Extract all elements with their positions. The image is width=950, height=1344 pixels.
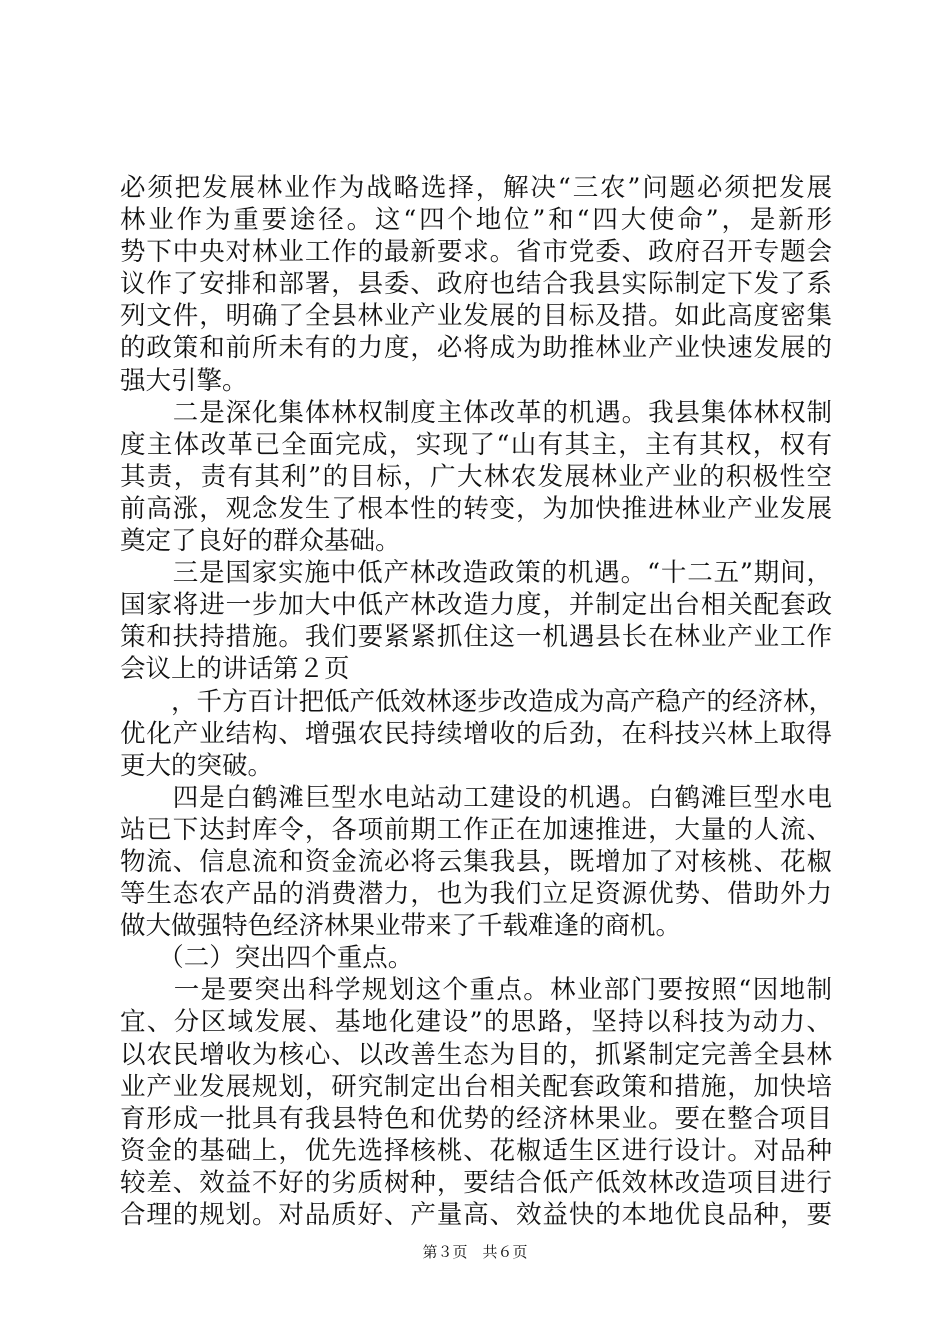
text-line: 四是白鹤滩巨型水电站动工建设的机遇。白鹤滩巨型水电 bbox=[120, 782, 832, 813]
text-line: 合理的规划。对品质好、产量高、效益快的本地优良品种，要 bbox=[120, 1200, 832, 1230]
text-line: 策和扶持措施。我们要紧紧抓住这一机遇县长在林业产业工作 bbox=[120, 622, 832, 653]
text-line: （二）突出四个重点。 bbox=[120, 943, 414, 974]
text-line: 做大做强特色经济林果业带来了千载难逢的商机。 bbox=[120, 911, 682, 942]
text-line: 的政策和前所未有的力度，必将成为助推林业产业快速发展的 bbox=[120, 333, 832, 364]
text-line: 奠定了良好的群众基础。 bbox=[120, 526, 401, 557]
text-line: 议作了安排和部署，县委、政府也结合我县实际制定下发了系 bbox=[120, 269, 832, 300]
text-line: 物流、信息流和资金流必将云集我县，既增加了对核桃、花椒 bbox=[120, 846, 832, 877]
text-line: 三是国家实施中低产林改造政策的机遇。“十二五”期间， bbox=[120, 558, 832, 589]
text-line: 强大引擎。 bbox=[120, 365, 248, 396]
text-line: 资金的基础上，优先选择核桃、花椒适生区进行设计。对品种 bbox=[120, 1135, 832, 1166]
text-line: 必须把发展林业作为战略选择，解决“三农”问题必须把发展 bbox=[120, 173, 832, 203]
page-footer: 第３页 共６页 bbox=[422, 1243, 528, 1261]
text-line: 站已下达封库令，各项前期工作正在加速推进，大量的人流、 bbox=[120, 814, 832, 845]
text-line: 度主体改革已全面完成，实现了“山有其主，主有其权，权有 bbox=[120, 429, 832, 460]
text-line: 优化产业结构、增强农民持续增收的后劲，在科技兴林上取得 bbox=[120, 718, 832, 749]
text-line: 林业作为重要途径。这“四个地位”和“四大使命”，是新形 bbox=[120, 205, 832, 236]
text-line: 业产业发展规划，研究制定出台相关配套政策和措施，加快培 bbox=[120, 1071, 832, 1102]
text-line: 以农民增收为核心、以改善生态为目的，抓紧制定完善全县林 bbox=[120, 1039, 832, 1070]
text-line: 二是深化集体林权制度主体改革的机遇。我县集体林权制 bbox=[120, 397, 832, 428]
text-line: 一是要突出科学规划这个重点。林业部门要按照“因地制 bbox=[120, 975, 832, 1006]
document-body bbox=[120, 172, 835, 1231]
text-line: 等生态农产品的消费潜力，也为我们立足资源优势、借助外力 bbox=[120, 879, 832, 910]
text-line: 国家将进一步加大中低产林改造力度，并制定出台相关配套政 bbox=[120, 590, 832, 621]
text-line: 其责，责有其利”的目标，广大林农发展林业产业的积极性空 bbox=[120, 461, 832, 492]
text-line: 宜、分区域发展、基地化建设”的思路，坚持以科技为动力、 bbox=[120, 1007, 832, 1038]
text-line: 前高涨，观念发生了根本性的转变，为加快推进林业产业发展 bbox=[120, 493, 832, 524]
text-line: 较差、效益不好的劣质树种，要结合低产低效林改造项目进行 bbox=[120, 1167, 832, 1198]
text-line: 育形成一批具有我县特色和优势的经济林果业。要在整合项目 bbox=[120, 1103, 832, 1134]
text-line: 列文件，明确了全县林业产业发展的目标及措。如此高度密集 bbox=[120, 301, 832, 332]
text-line: 势下中央对林业工作的最新要求。省市党委、政府召开专题会 bbox=[120, 237, 832, 268]
text-line: 会议上的讲话第２页 bbox=[120, 654, 350, 685]
text-line: ，千方百计把低产低效林逐步改造成为高产稳产的经济林， bbox=[120, 686, 835, 717]
text-line: 更大的突破。 bbox=[120, 750, 274, 781]
